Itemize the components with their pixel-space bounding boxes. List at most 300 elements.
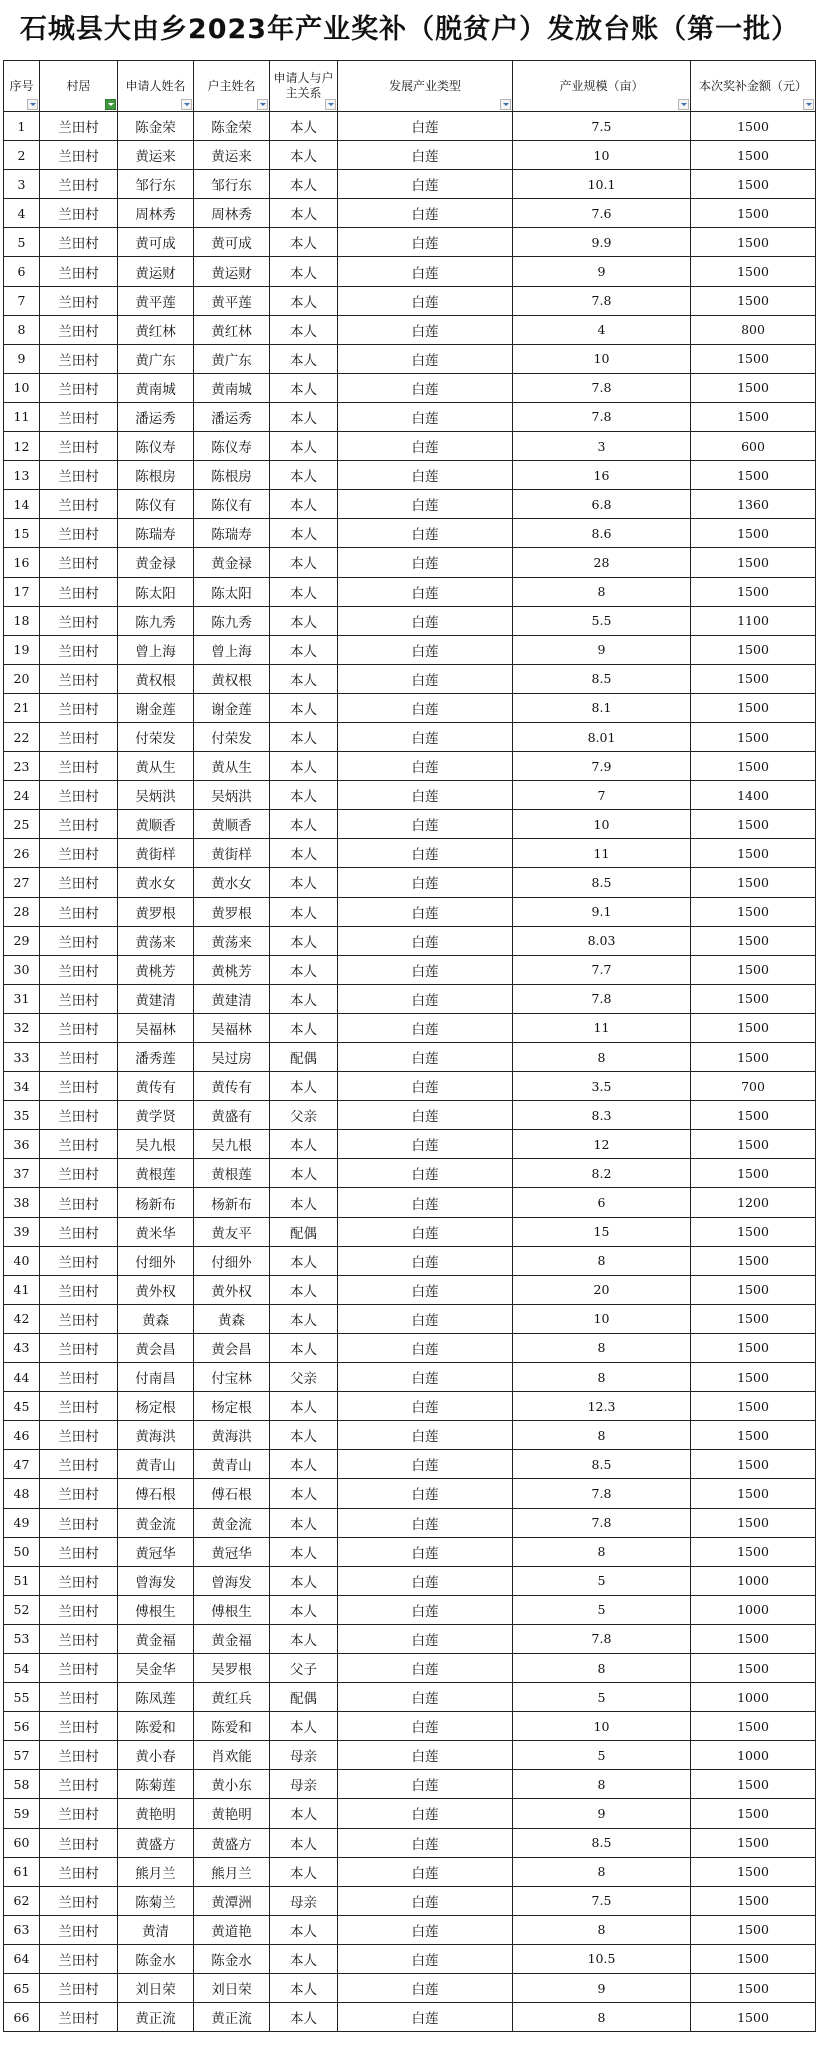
relation-cell[interactable]: 配偶 <box>270 1683 338 1712</box>
householder-name-cell[interactable]: 黄顺香 <box>194 810 270 839</box>
applicant-name-cell[interactable]: 吴九根 <box>118 1130 194 1159</box>
relation-cell[interactable]: 本人 <box>270 490 338 519</box>
village-cell[interactable]: 兰田村 <box>40 577 118 606</box>
village-cell[interactable]: 兰田村 <box>40 1974 118 2003</box>
row-index[interactable]: 8 <box>4 315 40 344</box>
relation-cell[interactable]: 本人 <box>270 1188 338 1217</box>
relation-cell[interactable]: 父子 <box>270 1653 338 1682</box>
industry-type-cell[interactable]: 白莲 <box>338 693 513 722</box>
scale-cell[interactable]: 7.8 <box>513 1624 691 1653</box>
relation-cell[interactable]: 本人 <box>270 373 338 402</box>
industry-type-cell[interactable]: 白莲 <box>338 1246 513 1275</box>
row-index[interactable]: 53 <box>4 1624 40 1653</box>
industry-type-cell[interactable]: 白莲 <box>338 1072 513 1101</box>
amount-cell[interactable]: 1500 <box>691 199 816 228</box>
applicant-name-cell[interactable]: 黄金流 <box>118 1508 194 1537</box>
applicant-name-cell[interactable]: 杨定根 <box>118 1392 194 1421</box>
scale-cell[interactable]: 8 <box>513 1857 691 1886</box>
industry-type-cell[interactable]: 白莲 <box>338 1130 513 1159</box>
householder-name-cell[interactable]: 黄广东 <box>194 344 270 373</box>
row-index[interactable]: 36 <box>4 1130 40 1159</box>
village-cell[interactable]: 兰田村 <box>40 1275 118 1304</box>
scale-cell[interactable]: 7.8 <box>513 402 691 431</box>
industry-type-cell[interactable]: 白莲 <box>338 810 513 839</box>
relation-cell[interactable]: 本人 <box>270 839 338 868</box>
amount-cell[interactable]: 1500 <box>691 1363 816 1392</box>
applicant-name-cell[interactable]: 陈九秀 <box>118 606 194 635</box>
householder-name-cell[interactable]: 曾海发 <box>194 1566 270 1595</box>
village-cell[interactable]: 兰田村 <box>40 1508 118 1537</box>
industry-type-cell[interactable]: 白莲 <box>338 519 513 548</box>
applicant-name-cell[interactable]: 黄金福 <box>118 1624 194 1653</box>
industry-type-cell[interactable]: 白莲 <box>338 199 513 228</box>
householder-name-cell[interactable]: 吴过房 <box>194 1043 270 1072</box>
scale-cell[interactable]: 8.5 <box>513 868 691 897</box>
householder-name-cell[interactable]: 邹行东 <box>194 170 270 199</box>
village-cell[interactable]: 兰田村 <box>40 1741 118 1770</box>
village-cell[interactable]: 兰田村 <box>40 664 118 693</box>
householder-name-cell[interactable]: 吴炳洪 <box>194 781 270 810</box>
applicant-name-cell[interactable]: 黄运来 <box>118 141 194 170</box>
row-index[interactable]: 25 <box>4 810 40 839</box>
scale-cell[interactable]: 8 <box>513 1915 691 1944</box>
amount-cell[interactable]: 1360 <box>691 490 816 519</box>
scale-cell[interactable]: 5 <box>513 1566 691 1595</box>
relation-cell[interactable]: 本人 <box>270 1712 338 1741</box>
industry-type-cell[interactable]: 白莲 <box>338 1304 513 1333</box>
amount-cell[interactable]: 1500 <box>691 664 816 693</box>
amount-cell[interactable]: 1500 <box>691 461 816 490</box>
amount-cell[interactable]: 1500 <box>691 1333 816 1362</box>
row-index[interactable]: 46 <box>4 1421 40 1450</box>
industry-type-cell[interactable]: 白莲 <box>338 839 513 868</box>
village-cell[interactable]: 兰田村 <box>40 926 118 955</box>
applicant-name-cell[interactable]: 黄桃芳 <box>118 955 194 984</box>
relation-cell[interactable]: 本人 <box>270 722 338 751</box>
row-index[interactable]: 39 <box>4 1217 40 1246</box>
village-cell[interactable]: 兰田村 <box>40 1886 118 1915</box>
householder-name-cell[interactable]: 黄运来 <box>194 141 270 170</box>
industry-type-cell[interactable]: 白莲 <box>338 112 513 141</box>
applicant-name-cell[interactable]: 杨新布 <box>118 1188 194 1217</box>
householder-name-cell[interactable]: 黄红林 <box>194 315 270 344</box>
scale-cell[interactable]: 9 <box>513 1799 691 1828</box>
relation-cell[interactable]: 本人 <box>270 1013 338 1042</box>
village-cell[interactable]: 兰田村 <box>40 1915 118 1944</box>
scale-cell[interactable]: 7.5 <box>513 112 691 141</box>
filter-dropdown-icon[interactable] <box>325 99 336 110</box>
applicant-name-cell[interactable]: 吴炳洪 <box>118 781 194 810</box>
village-cell[interactable]: 兰田村 <box>40 839 118 868</box>
row-index[interactable]: 1 <box>4 112 40 141</box>
applicant-name-cell[interactable]: 黄正流 <box>118 2003 194 2032</box>
applicant-name-cell[interactable]: 陈太阳 <box>118 577 194 606</box>
scale-cell[interactable]: 8 <box>513 1537 691 1566</box>
householder-name-cell[interactable]: 黄盛有 <box>194 1101 270 1130</box>
village-cell[interactable]: 兰田村 <box>40 1304 118 1333</box>
relation-cell[interactable]: 本人 <box>270 1479 338 1508</box>
applicant-name-cell[interactable]: 黄建清 <box>118 984 194 1013</box>
industry-type-cell[interactable]: 白莲 <box>338 1770 513 1799</box>
amount-cell[interactable]: 1500 <box>691 810 816 839</box>
row-index[interactable]: 51 <box>4 1566 40 1595</box>
householder-name-cell[interactable]: 黄道艳 <box>194 1915 270 1944</box>
applicant-name-cell[interactable]: 熊月兰 <box>118 1857 194 1886</box>
scale-cell[interactable]: 9 <box>513 257 691 286</box>
relation-cell[interactable]: 本人 <box>270 315 338 344</box>
industry-type-cell[interactable]: 白莲 <box>338 984 513 1013</box>
row-index[interactable]: 35 <box>4 1101 40 1130</box>
householder-name-cell[interactable]: 黄根莲 <box>194 1159 270 1188</box>
relation-cell[interactable]: 本人 <box>270 1508 338 1537</box>
relation-cell[interactable]: 本人 <box>270 664 338 693</box>
amount-cell[interactable]: 1500 <box>691 1217 816 1246</box>
scale-cell[interactable]: 15 <box>513 1217 691 1246</box>
village-cell[interactable]: 兰田村 <box>40 955 118 984</box>
industry-type-cell[interactable]: 白莲 <box>338 170 513 199</box>
amount-cell[interactable]: 1500 <box>691 577 816 606</box>
village-cell[interactable]: 兰田村 <box>40 1188 118 1217</box>
village-cell[interactable]: 兰田村 <box>40 141 118 170</box>
amount-cell[interactable]: 1500 <box>691 1828 816 1857</box>
scale-cell[interactable]: 7 <box>513 781 691 810</box>
scale-cell[interactable]: 20 <box>513 1275 691 1304</box>
row-index[interactable]: 16 <box>4 548 40 577</box>
scale-cell[interactable]: 7.8 <box>513 984 691 1013</box>
village-cell[interactable]: 兰田村 <box>40 1566 118 1595</box>
industry-type-cell[interactable]: 白莲 <box>338 2003 513 2032</box>
householder-name-cell[interactable]: 黄平莲 <box>194 286 270 315</box>
amount-cell[interactable]: 1500 <box>691 344 816 373</box>
applicant-name-cell[interactable]: 陈爱和 <box>118 1712 194 1741</box>
filter-dropdown-icon[interactable] <box>27 99 38 110</box>
industry-type-cell[interactable]: 白莲 <box>338 781 513 810</box>
applicant-name-cell[interactable]: 黄水女 <box>118 868 194 897</box>
relation-cell[interactable]: 本人 <box>270 257 338 286</box>
industry-type-cell[interactable]: 白莲 <box>338 1479 513 1508</box>
row-index[interactable]: 17 <box>4 577 40 606</box>
row-index[interactable]: 7 <box>4 286 40 315</box>
householder-name-cell[interactable]: 黄金福 <box>194 1624 270 1653</box>
relation-cell[interactable]: 本人 <box>270 984 338 1013</box>
amount-cell[interactable]: 1400 <box>691 781 816 810</box>
scale-cell[interactable]: 8.01 <box>513 722 691 751</box>
householder-name-cell[interactable]: 黄传有 <box>194 1072 270 1101</box>
householder-name-cell[interactable]: 傅石根 <box>194 1479 270 1508</box>
village-cell[interactable]: 兰田村 <box>40 199 118 228</box>
scale-cell[interactable]: 7.8 <box>513 1479 691 1508</box>
relation-cell[interactable]: 本人 <box>270 286 338 315</box>
applicant-name-cell[interactable]: 黄清 <box>118 1915 194 1944</box>
village-cell[interactable]: 兰田村 <box>40 344 118 373</box>
relation-cell[interactable]: 本人 <box>270 1799 338 1828</box>
relation-cell[interactable]: 本人 <box>270 810 338 839</box>
village-cell[interactable]: 兰田村 <box>40 1857 118 1886</box>
row-index[interactable]: 28 <box>4 897 40 926</box>
amount-cell[interactable]: 1000 <box>691 1566 816 1595</box>
industry-type-cell[interactable]: 白莲 <box>338 286 513 315</box>
applicant-name-cell[interactable]: 陈根房 <box>118 461 194 490</box>
relation-cell[interactable]: 本人 <box>270 1595 338 1624</box>
industry-type-cell[interactable]: 白莲 <box>338 257 513 286</box>
relation-cell[interactable]: 本人 <box>270 1974 338 2003</box>
applicant-name-cell[interactable]: 陈仪有 <box>118 490 194 519</box>
amount-cell[interactable]: 1500 <box>691 1043 816 1072</box>
row-index[interactable]: 27 <box>4 868 40 897</box>
householder-name-cell[interactable]: 黄盛方 <box>194 1828 270 1857</box>
scale-cell[interactable]: 28 <box>513 548 691 577</box>
applicant-name-cell[interactable]: 谢金莲 <box>118 693 194 722</box>
village-cell[interactable]: 兰田村 <box>40 1653 118 1682</box>
applicant-name-cell[interactable]: 付南昌 <box>118 1363 194 1392</box>
amount-cell[interactable]: 1500 <box>691 1537 816 1566</box>
village-cell[interactable]: 兰田村 <box>40 635 118 664</box>
amount-cell[interactable]: 1500 <box>691 519 816 548</box>
village-cell[interactable]: 兰田村 <box>40 1246 118 1275</box>
scale-cell[interactable]: 6.8 <box>513 490 691 519</box>
industry-type-cell[interactable]: 白莲 <box>338 228 513 257</box>
industry-type-cell[interactable]: 白莲 <box>338 635 513 664</box>
village-cell[interactable]: 兰田村 <box>40 1828 118 1857</box>
amount-cell[interactable]: 1200 <box>691 1188 816 1217</box>
relation-cell[interactable]: 本人 <box>270 228 338 257</box>
amount-cell[interactable]: 1500 <box>691 1159 816 1188</box>
village-cell[interactable]: 兰田村 <box>40 1217 118 1246</box>
applicant-name-cell[interactable]: 黄平莲 <box>118 286 194 315</box>
industry-type-cell[interactable]: 白莲 <box>338 490 513 519</box>
village-cell[interactable]: 兰田村 <box>40 286 118 315</box>
amount-cell[interactable]: 1500 <box>691 1275 816 1304</box>
amount-cell[interactable]: 1500 <box>691 112 816 141</box>
row-index[interactable]: 54 <box>4 1653 40 1682</box>
householder-name-cell[interactable]: 刘日荣 <box>194 1974 270 2003</box>
relation-cell[interactable]: 本人 <box>270 926 338 955</box>
applicant-name-cell[interactable]: 黄小春 <box>118 1741 194 1770</box>
scale-cell[interactable]: 9 <box>513 1974 691 2003</box>
village-cell[interactable]: 兰田村 <box>40 1043 118 1072</box>
industry-type-cell[interactable]: 白莲 <box>338 461 513 490</box>
row-index[interactable]: 61 <box>4 1857 40 1886</box>
householder-name-cell[interactable]: 黄会昌 <box>194 1333 270 1362</box>
applicant-name-cell[interactable]: 陈金荣 <box>118 112 194 141</box>
village-cell[interactable]: 兰田村 <box>40 868 118 897</box>
relation-cell[interactable]: 本人 <box>270 868 338 897</box>
scale-cell[interactable]: 16 <box>513 461 691 490</box>
relation-cell[interactable]: 本人 <box>270 1537 338 1566</box>
village-cell[interactable]: 兰田村 <box>40 228 118 257</box>
village-cell[interactable]: 兰田村 <box>40 1333 118 1362</box>
applicant-name-cell[interactable]: 黄街样 <box>118 839 194 868</box>
applicant-name-cell[interactable]: 陈仪寿 <box>118 432 194 461</box>
relation-cell[interactable]: 本人 <box>270 1944 338 1973</box>
applicant-name-cell[interactable]: 黄外权 <box>118 1275 194 1304</box>
householder-name-cell[interactable]: 付宝林 <box>194 1363 270 1392</box>
row-index[interactable]: 45 <box>4 1392 40 1421</box>
amount-cell[interactable]: 1500 <box>691 1479 816 1508</box>
amount-cell[interactable]: 1500 <box>691 170 816 199</box>
amount-cell[interactable]: 1500 <box>691 1450 816 1479</box>
village-cell[interactable]: 兰田村 <box>40 984 118 1013</box>
village-cell[interactable]: 兰田村 <box>40 112 118 141</box>
industry-type-cell[interactable]: 白莲 <box>338 1392 513 1421</box>
amount-cell[interactable]: 1500 <box>691 984 816 1013</box>
row-index[interactable]: 59 <box>4 1799 40 1828</box>
row-index[interactable]: 49 <box>4 1508 40 1537</box>
applicant-name-cell[interactable]: 付细外 <box>118 1246 194 1275</box>
relation-cell[interactable]: 本人 <box>270 1915 338 1944</box>
row-index[interactable]: 31 <box>4 984 40 1013</box>
village-cell[interactable]: 兰田村 <box>40 1130 118 1159</box>
relation-cell[interactable]: 本人 <box>270 1857 338 1886</box>
applicant-name-cell[interactable]: 刘日荣 <box>118 1974 194 2003</box>
relation-cell[interactable]: 本人 <box>270 897 338 926</box>
filter-active-icon[interactable] <box>105 99 116 110</box>
scale-cell[interactable]: 8.3 <box>513 1101 691 1130</box>
amount-cell[interactable]: 1500 <box>691 2003 816 2032</box>
householder-name-cell[interactable]: 黄运财 <box>194 257 270 286</box>
amount-cell[interactable]: 1500 <box>691 228 816 257</box>
village-cell[interactable]: 兰田村 <box>40 548 118 577</box>
scale-cell[interactable]: 8 <box>513 1043 691 1072</box>
amount-cell[interactable]: 1500 <box>691 1101 816 1130</box>
village-cell[interactable]: 兰田村 <box>40 722 118 751</box>
industry-type-cell[interactable]: 白莲 <box>338 1450 513 1479</box>
relation-cell[interactable]: 本人 <box>270 781 338 810</box>
amount-cell[interactable]: 600 <box>691 432 816 461</box>
industry-type-cell[interactable]: 白莲 <box>338 1013 513 1042</box>
industry-type-cell[interactable]: 白莲 <box>338 1333 513 1362</box>
row-index[interactable]: 62 <box>4 1886 40 1915</box>
relation-cell[interactable]: 本人 <box>270 141 338 170</box>
applicant-name-cell[interactable]: 潘秀莲 <box>118 1043 194 1072</box>
village-cell[interactable]: 兰田村 <box>40 1479 118 1508</box>
amount-cell[interactable]: 1000 <box>691 1683 816 1712</box>
relation-cell[interactable]: 本人 <box>270 519 338 548</box>
industry-type-cell[interactable]: 白莲 <box>338 1595 513 1624</box>
industry-type-cell[interactable]: 白莲 <box>338 1537 513 1566</box>
village-cell[interactable]: 兰田村 <box>40 2003 118 2032</box>
applicant-name-cell[interactable]: 傅根生 <box>118 1595 194 1624</box>
industry-type-cell[interactable]: 白莲 <box>338 1217 513 1246</box>
applicant-name-cell[interactable]: 黄红林 <box>118 315 194 344</box>
amount-cell[interactable]: 1500 <box>691 1624 816 1653</box>
industry-type-cell[interactable]: 白莲 <box>338 1944 513 1973</box>
filter-dropdown-icon[interactable] <box>500 99 511 110</box>
applicant-name-cell[interactable]: 黄金禄 <box>118 548 194 577</box>
householder-name-cell[interactable]: 傅根生 <box>194 1595 270 1624</box>
householder-name-cell[interactable]: 黄小东 <box>194 1770 270 1799</box>
row-index[interactable]: 60 <box>4 1828 40 1857</box>
applicant-name-cell[interactable]: 黄米华 <box>118 1217 194 1246</box>
industry-type-cell[interactable]: 白莲 <box>338 868 513 897</box>
householder-name-cell[interactable]: 潘运秀 <box>194 402 270 431</box>
village-cell[interactable]: 兰田村 <box>40 402 118 431</box>
filter-dropdown-icon[interactable] <box>803 99 814 110</box>
amount-cell[interactable]: 1500 <box>691 1421 816 1450</box>
relation-cell[interactable]: 本人 <box>270 1304 338 1333</box>
industry-type-cell[interactable]: 白莲 <box>338 1421 513 1450</box>
village-cell[interactable]: 兰田村 <box>40 1799 118 1828</box>
scale-cell[interactable]: 8.6 <box>513 519 691 548</box>
industry-type-cell[interactable]: 白莲 <box>338 606 513 635</box>
scale-cell[interactable]: 6 <box>513 1188 691 1217</box>
amount-cell[interactable]: 1500 <box>691 402 816 431</box>
row-index[interactable]: 38 <box>4 1188 40 1217</box>
householder-name-cell[interactable]: 陈金水 <box>194 1944 270 1973</box>
row-index[interactable]: 57 <box>4 1741 40 1770</box>
applicant-name-cell[interactable]: 付荣发 <box>118 722 194 751</box>
scale-cell[interactable]: 8.5 <box>513 1828 691 1857</box>
scale-cell[interactable]: 10 <box>513 141 691 170</box>
industry-type-cell[interactable]: 白莲 <box>338 1857 513 1886</box>
industry-type-cell[interactable]: 白莲 <box>338 373 513 402</box>
applicant-name-cell[interactable]: 黄南城 <box>118 373 194 402</box>
householder-name-cell[interactable]: 陈太阳 <box>194 577 270 606</box>
amount-cell[interactable]: 1100 <box>691 606 816 635</box>
relation-cell[interactable]: 本人 <box>270 2003 338 2032</box>
row-index[interactable]: 56 <box>4 1712 40 1741</box>
scale-cell[interactable]: 5.5 <box>513 606 691 635</box>
village-cell[interactable]: 兰田村 <box>40 461 118 490</box>
amount-cell[interactable]: 1500 <box>691 1653 816 1682</box>
scale-cell[interactable]: 9.1 <box>513 897 691 926</box>
scale-cell[interactable]: 8.2 <box>513 1159 691 1188</box>
scale-cell[interactable]: 3 <box>513 432 691 461</box>
relation-cell[interactable]: 本人 <box>270 1421 338 1450</box>
amount-cell[interactable]: 1500 <box>691 839 816 868</box>
industry-type-cell[interactable]: 白莲 <box>338 1915 513 1944</box>
relation-cell[interactable]: 本人 <box>270 1624 338 1653</box>
industry-type-cell[interactable]: 白莲 <box>338 1712 513 1741</box>
householder-name-cell[interactable]: 曾上海 <box>194 635 270 664</box>
applicant-name-cell[interactable]: 傅石根 <box>118 1479 194 1508</box>
applicant-name-cell[interactable]: 黄运财 <box>118 257 194 286</box>
relation-cell[interactable]: 本人 <box>270 112 338 141</box>
applicant-name-cell[interactable]: 陈金水 <box>118 1944 194 1973</box>
industry-type-cell[interactable]: 白莲 <box>338 1624 513 1653</box>
scale-cell[interactable]: 5 <box>513 1741 691 1770</box>
industry-type-cell[interactable]: 白莲 <box>338 1886 513 1915</box>
amount-cell[interactable]: 1500 <box>691 548 816 577</box>
scale-cell[interactable]: 10 <box>513 810 691 839</box>
applicant-name-cell[interactable]: 周林秀 <box>118 199 194 228</box>
applicant-name-cell[interactable]: 陈凤莲 <box>118 1683 194 1712</box>
row-index[interactable]: 26 <box>4 839 40 868</box>
relation-cell[interactable]: 本人 <box>270 577 338 606</box>
householder-name-cell[interactable]: 黄桃芳 <box>194 955 270 984</box>
scale-cell[interactable]: 7.8 <box>513 1508 691 1537</box>
householder-name-cell[interactable]: 周林秀 <box>194 199 270 228</box>
village-cell[interactable]: 兰田村 <box>40 170 118 199</box>
amount-cell[interactable]: 1500 <box>691 1886 816 1915</box>
relation-cell[interactable]: 本人 <box>270 752 338 781</box>
industry-type-cell[interactable]: 白莲 <box>338 1653 513 1682</box>
householder-name-cell[interactable]: 肖欢能 <box>194 1741 270 1770</box>
applicant-name-cell[interactable]: 黄海洪 <box>118 1421 194 1450</box>
relation-cell[interactable]: 本人 <box>270 1246 338 1275</box>
relation-cell[interactable]: 本人 <box>270 1072 338 1101</box>
village-cell[interactable]: 兰田村 <box>40 752 118 781</box>
industry-type-cell[interactable]: 白莲 <box>338 548 513 577</box>
relation-cell[interactable]: 本人 <box>270 344 338 373</box>
amount-cell[interactable]: 1500 <box>691 1770 816 1799</box>
householder-name-cell[interactable]: 陈金荣 <box>194 112 270 141</box>
amount-cell[interactable]: 1500 <box>691 1915 816 1944</box>
row-index[interactable]: 21 <box>4 693 40 722</box>
amount-cell[interactable]: 1500 <box>691 722 816 751</box>
industry-type-cell[interactable]: 白莲 <box>338 897 513 926</box>
scale-cell[interactable]: 10.5 <box>513 1944 691 1973</box>
